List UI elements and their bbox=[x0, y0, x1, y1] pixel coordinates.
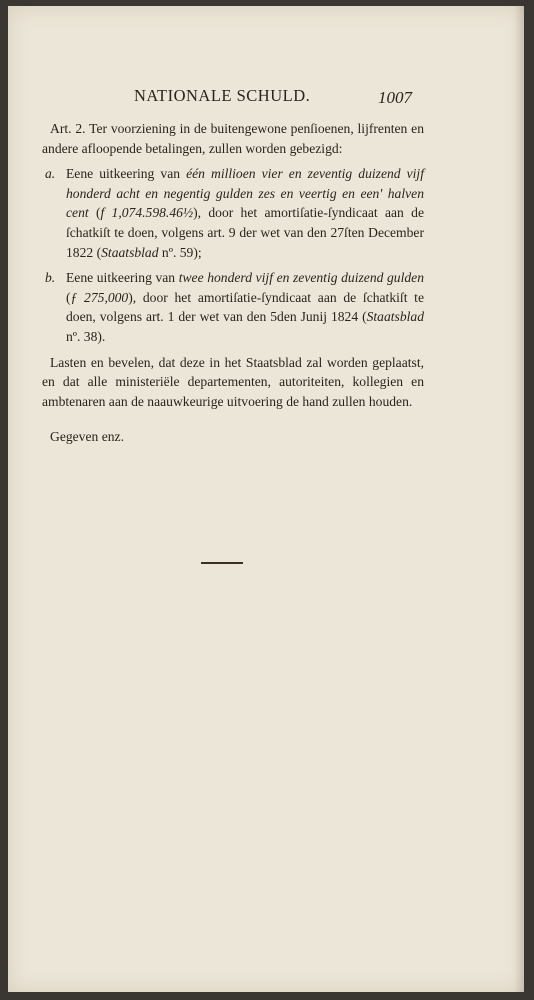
item-a-source-number: nº. 59); bbox=[158, 244, 202, 260]
item-a-text-start: Eene uitkeering van bbox=[66, 166, 187, 182]
item-b-text-rest: ), door het amortiſatie-ſyndicaat aan de ſchatkiſt te doen, volgens art. 1 der wet van den 5den Junij 1824 ( bbox=[66, 289, 424, 325]
item-b-source-number: nº. 38). bbox=[66, 328, 106, 344]
item-b-text-start: Eene uitkeering van bbox=[66, 270, 179, 286]
running-title: NATIONALE SCHULD. bbox=[134, 86, 311, 105]
body-text bbox=[42, 119, 424, 447]
item-b-paren-open: ( bbox=[66, 289, 71, 305]
page-number: 1007 bbox=[378, 88, 412, 107]
article-2-intro: Art. 2. Ter voorziening in de buitengewone penſioenen, lijfrenten en andere afloopende betalingen, zullen worden gebezigd: bbox=[42, 121, 424, 156]
signoff: Gegeven enz. bbox=[50, 429, 124, 445]
item-b-source: Staatsblad bbox=[366, 309, 424, 325]
page-header bbox=[8, 86, 524, 110]
list-item-b bbox=[42, 268, 424, 346]
closing-paragraph: Lasten en bevelen, dat deze in het Staatsblad zal worden geplaatst, en dat alle ministeriële departementen, autoriteiten, kollegien en ambtenaren aan de naauwkeurige uitvoering de hand zullen houden. bbox=[42, 354, 424, 409]
item-a-source: Staatsblad bbox=[101, 244, 159, 260]
page-edge-shadow bbox=[514, 6, 524, 992]
item-a-letter: a. bbox=[45, 166, 56, 182]
item-b-amount-words: twee honderd vijf en zeventig duizend gulden bbox=[178, 270, 425, 286]
document-page bbox=[8, 6, 524, 992]
item-a-amount-words: één millioen vier en zeventig duizend vijf honderd acht en negentig gulden zes en veertig en een' halven cent bbox=[66, 166, 424, 221]
item-a-text-rest: ), door het amortiſatie-ſyndicaat aan de ſchatkiſt te doen, volgens art. 9 der wet van den 27ſten December 1822 ( bbox=[66, 205, 424, 260]
end-rule bbox=[201, 562, 243, 564]
item-a-amount-number: f 1,074.598.46½ bbox=[100, 205, 194, 221]
item-a-paren-open: ( bbox=[88, 205, 101, 221]
item-b-letter: b. bbox=[45, 270, 56, 286]
list-item-a bbox=[42, 164, 424, 262]
item-b-amount-number: ƒ 275,000 bbox=[70, 289, 129, 305]
